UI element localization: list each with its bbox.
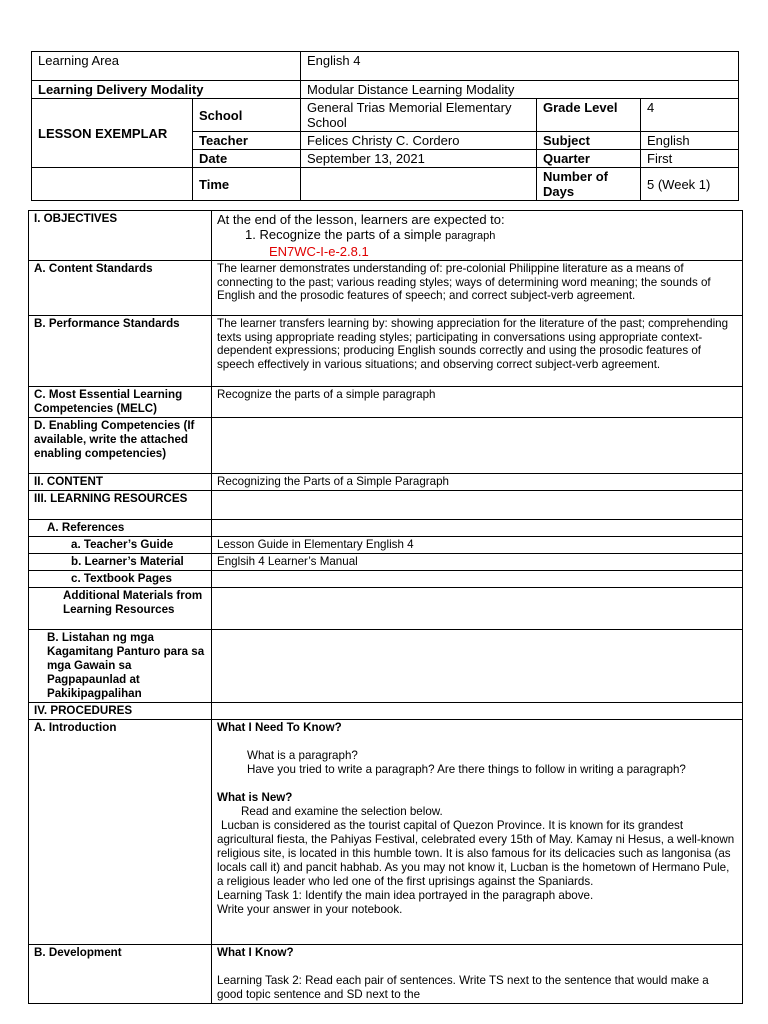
content-standards-text: The learner demonstrates understanding of: pre-colonial Philippine literature as a means of connecting to the past; various reading styles; ways of determining word meaning; the sounds of English and the prosodic features of speech; and correct subject-verb agreement.	[212, 261, 743, 316]
number-of-days-value: 5 (Week 1)	[641, 168, 739, 201]
development-label: B. Development	[29, 945, 212, 1004]
intro-heading-need-to-know: What I Need To Know?	[217, 721, 342, 734]
procedures-value	[212, 703, 743, 720]
references-label: A. References	[29, 520, 212, 537]
learning-area-label: Learning Area	[32, 52, 301, 81]
school-label: School	[193, 99, 301, 132]
learners-material-label: b. Learner’s Material	[29, 554, 212, 571]
content-standards-label: A. Content Standards	[29, 261, 212, 316]
intro-read-instruction: Read and examine the selection below.	[241, 805, 443, 818]
teachers-guide-label: a. Teacher’s Guide	[29, 537, 212, 554]
introduction-label: A. Introduction	[29, 720, 212, 945]
teachers-guide-text: Lesson Guide in Elementary English 4	[212, 537, 743, 554]
subject-label: Subject	[537, 132, 641, 150]
time-label: Time	[193, 168, 301, 201]
intro-question-1: What is a paragraph?	[247, 749, 358, 762]
melc-label: C. Most Essential Learning Competencies (MELC)	[29, 387, 212, 418]
time-value	[301, 168, 537, 201]
intro-learning-task-1: Learning Task 1: Identify the main idea portrayed in the paragraph above.	[217, 889, 594, 902]
school-value: General Trias Memorial Elementary School	[301, 99, 537, 132]
listahan-label: B. Listahan ng mga Kagamitang Panturo para sa mga Gawain sa Pagpapaunlad at Pakikipagpalihan	[29, 630, 212, 703]
intro-spacer-2	[217, 777, 737, 791]
content-label: II. CONTENT	[29, 474, 212, 491]
objectives-cell	[212, 211, 743, 261]
date-value: September 13, 2021	[301, 150, 537, 168]
introduction-cell	[212, 720, 743, 945]
quarter-value: First	[641, 150, 739, 168]
intro-spacer	[217, 735, 737, 749]
dev-heading-what-i-know: What I Know?	[217, 946, 294, 959]
performance-standards-text: The learner transfers learning by: showing appreciation for the literature of the past; comprehending texts using appropriate reading styles; participating in conversations using appropriate context-dependent expressions; producing English sounds correctly and using the prosodic features of speech effectively in various situations; and observing correct subject-verb agreement.	[212, 316, 743, 387]
intro-question-2: Have you tried to write a paragraph? Are there things to follow in writing a paragraph?	[247, 763, 686, 776]
number-of-days-label: Number of Days	[537, 168, 641, 201]
objectives-intro: At the end of the lesson, learners are expected to:	[217, 212, 505, 227]
intro-learning-task-1-note: Write your answer in your notebook.	[217, 903, 403, 916]
learning-resources-value	[212, 491, 743, 520]
teacher-label: Teacher	[193, 132, 301, 150]
grade-level-label: Grade Level	[537, 99, 641, 132]
references-value	[212, 520, 743, 537]
lesson-exemplar-label: LESSON EXEMPLAR	[32, 99, 193, 168]
subject-value: English	[641, 132, 739, 150]
performance-standards-label: B. Performance Standards	[29, 316, 212, 387]
date-label: Date	[193, 150, 301, 168]
dev-spacer	[217, 960, 737, 974]
objectives-label: I. OBJECTIVES	[29, 211, 212, 261]
objective-item-text: 1. Recognize the parts of a simple	[245, 227, 446, 242]
additional-materials-value	[212, 588, 743, 630]
objective-item-word: paragraph	[445, 230, 496, 242]
lesson-header-table	[31, 51, 739, 201]
header-blank-cell	[32, 168, 193, 201]
learning-resources-label: III. LEARNING RESOURCES	[29, 491, 212, 520]
modality-value: Modular Distance Learning Modality	[301, 81, 739, 99]
learning-area-value: English 4	[301, 52, 739, 81]
melc-text: Recognize the parts of a simple paragraph	[212, 387, 743, 418]
lesson-plan-table	[28, 210, 743, 1004]
textbook-pages-value	[212, 571, 743, 588]
enabling-competencies-label: D. Enabling Competencies (If available, write the attached enabling competencies)	[29, 418, 212, 474]
objective-code: EN7WC-I-e-2.8.1	[269, 244, 369, 259]
additional-materials-label: Additional Materials from Learning Resources	[29, 588, 212, 630]
enabling-competencies-value	[212, 418, 743, 474]
quarter-label: Quarter	[537, 150, 641, 168]
content-text: Recognizing the Parts of a Simple Paragraph	[212, 474, 743, 491]
modality-label: Learning Delivery Modality	[32, 81, 301, 99]
objective-item	[217, 227, 737, 244]
learners-material-text: Englsih 4 Learner’s Manual	[212, 554, 743, 571]
teacher-value: Felices Christy C. Cordero	[301, 132, 537, 150]
listahan-value	[212, 630, 743, 703]
grade-level-value: 4	[641, 99, 739, 132]
procedures-label: IV. PROCEDURES	[29, 703, 212, 720]
textbook-pages-label: c. Textbook Pages	[29, 571, 212, 588]
dev-learning-task-2: Learning Task 2: Read each pair of sentences. Write TS next to the sentence that would make a good topic sentence and SD next to the	[217, 974, 709, 1001]
intro-heading-what-is-new: What is New?	[217, 791, 293, 804]
intro-selection-paragraph: Lucban is considered as the tourist capital of Quezon Province. It is known for its grandest agricultural fiesta, the Pahiyas Festival, celebrated every 15th of May. Kamay ni Hesus, a well-known religious site, is located in this humble town. It is also famous for its delicacies such as langonisa (as locals call it) and pancit habhab. As you may not know it, Lucban is the hometown of Hermano Pule, a religious leader who led one of the first uprisings against the Spaniards.	[217, 819, 735, 888]
development-cell	[212, 945, 743, 1004]
